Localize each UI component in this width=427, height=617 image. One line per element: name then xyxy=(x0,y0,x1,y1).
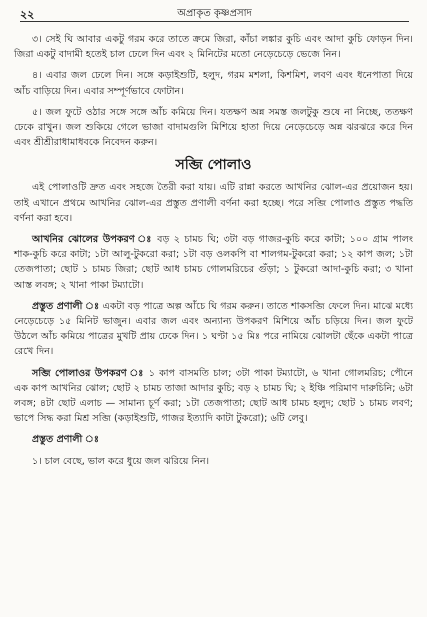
page-number: ২২ xyxy=(20,8,35,21)
polao-step-1: ১। চাল বেছে, ভাল করে ধুয়ে জল ঝরিয়ে নিন। xyxy=(32,455,210,467)
polao-method-label: প্রস্তুত প্রণালী ঃ xyxy=(32,434,99,446)
akhni-method-label: প্রস্তুত প্রণালী ঃ xyxy=(32,300,100,312)
polao-method-heading xyxy=(14,432,413,447)
polao-ingredients-paragraph xyxy=(14,366,413,427)
intro-paragraph: এই পোলাওটি দ্রুত এবং সহজে তৈরী করা যায়। এটি রান্না করতে আখনির ঝোল-এর প্রয়োজন হয়। তাই এখানে প্রথমে আখনির ঝোল-এর প্রস্তুত প্রণালী বর্ণনা করা হচ্ছে। পরে সব্জি পোলাও প্রস্তুত পদ্ধতি বর্ণনা করা হবে। xyxy=(14,182,413,224)
running-title: অপ্রাকৃত কৃষ্ণপ্রসাদ xyxy=(177,8,252,19)
akhni-method-text: একটা বড় পাত্রে অল্প আঁচে ঘি গরম করুন। তাতে শাকসব্জি ফেলে দিন। মাঝে মধ্যে নেড়েচেড়ে ১৫ মিনিট ভাজুন। এবার জল এবং অন্যান্য উপকরণ মিশিয়ে আঁচ চড়িয়ে দিন। জল ফুটে উঠলে আঁচ কমিয়ে পাত্রের মুখটি প্রায় ঢেকে দিন। ১ ঘণ্টা ১৫ মিঃ পরে নামিয়ে ঝোলটা ছেঁকে একটা পাত্রে রেখে দিন। xyxy=(14,300,413,358)
akhni-method-paragraph xyxy=(14,299,413,360)
polao-ingredients-text: ১ কাপ বাসমতি চাল; ৩টা পাকা টম্যাটো, ৬ খানা গোলমরিচ; পৌনে এক কাপ আখনির ঝোল; ছোট ২ চামচ তাজা আদার কুচি; বড় ২ চামচ ঘি; ২ ইঞ্চি পরিমাণ দারুচিনি; ৬টা লবঙ্গ; ৪টা ছোট এলাচ — সামান্য চূর্ণ করা; ১টা তেজপাতা; ছোট আধ চামচ হলুদ; ছোট ১ চামচ লবণ; ভাপে সিদ্ধ করা মিশ্র সব্জি (কড়াইশুটি, গাজর ইত্যাদি কাটা টুকরো); ৬টি লেবু। xyxy=(14,367,413,425)
page-header xyxy=(20,5,409,22)
akhni-ingredients-label: আখনির ঝোলের উপকরণ ঃ xyxy=(32,234,153,246)
page-content xyxy=(14,32,413,475)
step-5-paragraph: ৫। জল ফুটে ওঠার সঙ্গে সঙ্গে আঁচ কমিয়ে দিন। যতক্ষণ অন্ন সমস্ত জলটুকু শুষে না নিচ্ছে, ততক্ষণ ঢেকে রাখুন। জল শুকিয়ে গেলে ভাজা বাদামগুলি মিশিয়ে হাতা দিয়ে নেড়েচেড়ে অন্ন ঝরঝরে করে দিন এবং শ্রীশ্রীরাধামাধবকে নিবেদন করুন। xyxy=(14,106,413,149)
akhni-ingredients-paragraph xyxy=(14,232,413,293)
polao-ingredients-label: সব্জি পোলাওর উপকরণ ঃ xyxy=(32,367,145,379)
section-title: সব্জি পোলাও xyxy=(175,157,252,174)
step-3-paragraph: ৩। সেই ঘি আবার একটু গরম করে তাতে ক্রমে জিরা, কাঁচা লঙ্কার কুচি এবং আদা কুচি ফোড়ন দিন। জিরা একটু বাদামী হতেই চাল ঢেলে দিন এবং ২ মিনিটের মতো নেড়েচেড়ে ভেজে নিন। xyxy=(14,34,413,61)
akhni-ingredients-text: বড় ২ চামচ ঘি; ৩টা বড় গাজর-কুচি করে কাটা; ১০০ গ্রাম পালং শাক-কুচি করে কাটা; ১টা আলু-টুকরো করা; ১টা বড় ওলকপি বা শালগম-টুকরো করা; ১২ কাপ জল; ১টা তেজপাতা; ছোট ১ চামচ জিরা; ছোট আধ চামচ গোলমরিচের গুঁড়া; ১ টুকরো আদা-কুচি করা; ৩ খানা আস্ত লবঙ্গ; ২ খানা পাকা টম্যাটো। xyxy=(14,234,413,291)
step-4-paragraph: ৪। এবার জল ঢেলে দিন। সঙ্গে কড়াইশুটি, হলুদ, গরম মশলা, কিশমিশ, লবণ এবং ধনেপাতা দিয়ে আঁচ বাড়িয়ে দিন। এবার সম্পূর্ণভাবে ফোটান। xyxy=(14,70,413,97)
